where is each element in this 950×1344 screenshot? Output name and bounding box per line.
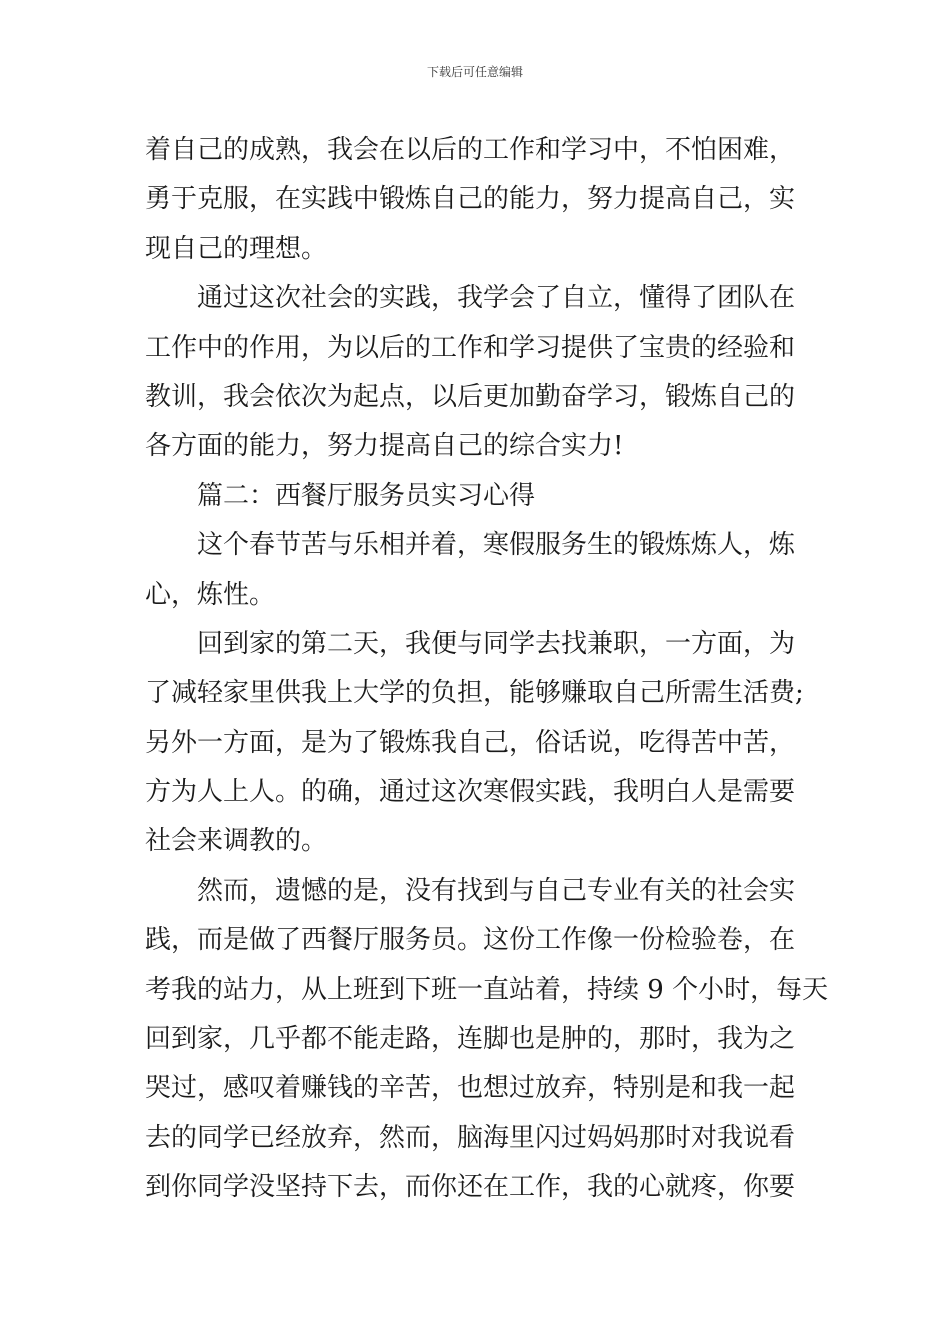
text-line: 了减轻家里供我上大学的负担，能够赚取自己所需生活费; — [145, 678, 804, 709]
text-line: 践，而是做了西餐厅服务员。这份工作像一份检验卷，在 — [145, 925, 796, 956]
text-line: 另外一方面，是为了锻炼我自己，俗话说，吃得苦中苦， — [145, 727, 796, 758]
text-line: 教训，我会依次为起点，以后更加勤奋学习，锻炼自己的 — [145, 381, 796, 412]
text-line: 社会来调教的。 — [145, 826, 328, 857]
text-line: 通过这次社会的实践，我学会了自立，懂得了团队在 — [197, 283, 796, 314]
text-line: 工作中的作用，为以后的工作和学习提供了宝贵的经验和 — [145, 332, 796, 363]
page-header: 下载后可任意编辑 — [426, 65, 523, 79]
text-line: 方为人上人。的确，通过这次寒假实践，我明白人是需要 — [145, 777, 796, 808]
text-line: 现自己的理想。 — [145, 233, 328, 264]
text-line: 到你同学没坚持下去，而你还在工作，我的心就疼，你要 — [145, 1172, 796, 1203]
text-line: 心，炼性。 — [145, 579, 276, 610]
text-line: 回到家的第二天，我便与同学去找兼职，一方面，为 — [197, 628, 796, 659]
text-line: 回到家，几乎都不能走路，连脚也是肿的，那时，我为之 — [145, 1024, 796, 1055]
section-heading: 篇二：西餐厅服务员实习心得 — [197, 480, 536, 511]
text-line: 哭过，感叹着赚钱的辛苦，也想过放弃，特别是和我一起 — [145, 1073, 796, 1104]
text-line: 着自己的成熟，我会在以后的工作和学习中，不怕困难， — [145, 135, 796, 165]
document-body — [145, 126, 829, 1213]
text-line: 去的同学已经放弃，然而，脑海里闪过妈妈那时对我说看 — [145, 1122, 796, 1153]
text-line: 考我的站力，从上班到下班一直站着，持续 9 个小时，每天 — [145, 974, 829, 1005]
text-line: 勇于克服，在实践中锻炼自己的能力，努力提高自己，实 — [145, 184, 796, 215]
text-line: 这个春节苦与乐相并着，寒假服务生的锻炼炼人，炼 — [197, 530, 796, 561]
text-line: 各方面的能力，努力提高自己的综合实力! — [145, 431, 624, 462]
text-line: 然而，遗憾的是，没有找到与自己专业有关的社会实 — [197, 875, 796, 906]
